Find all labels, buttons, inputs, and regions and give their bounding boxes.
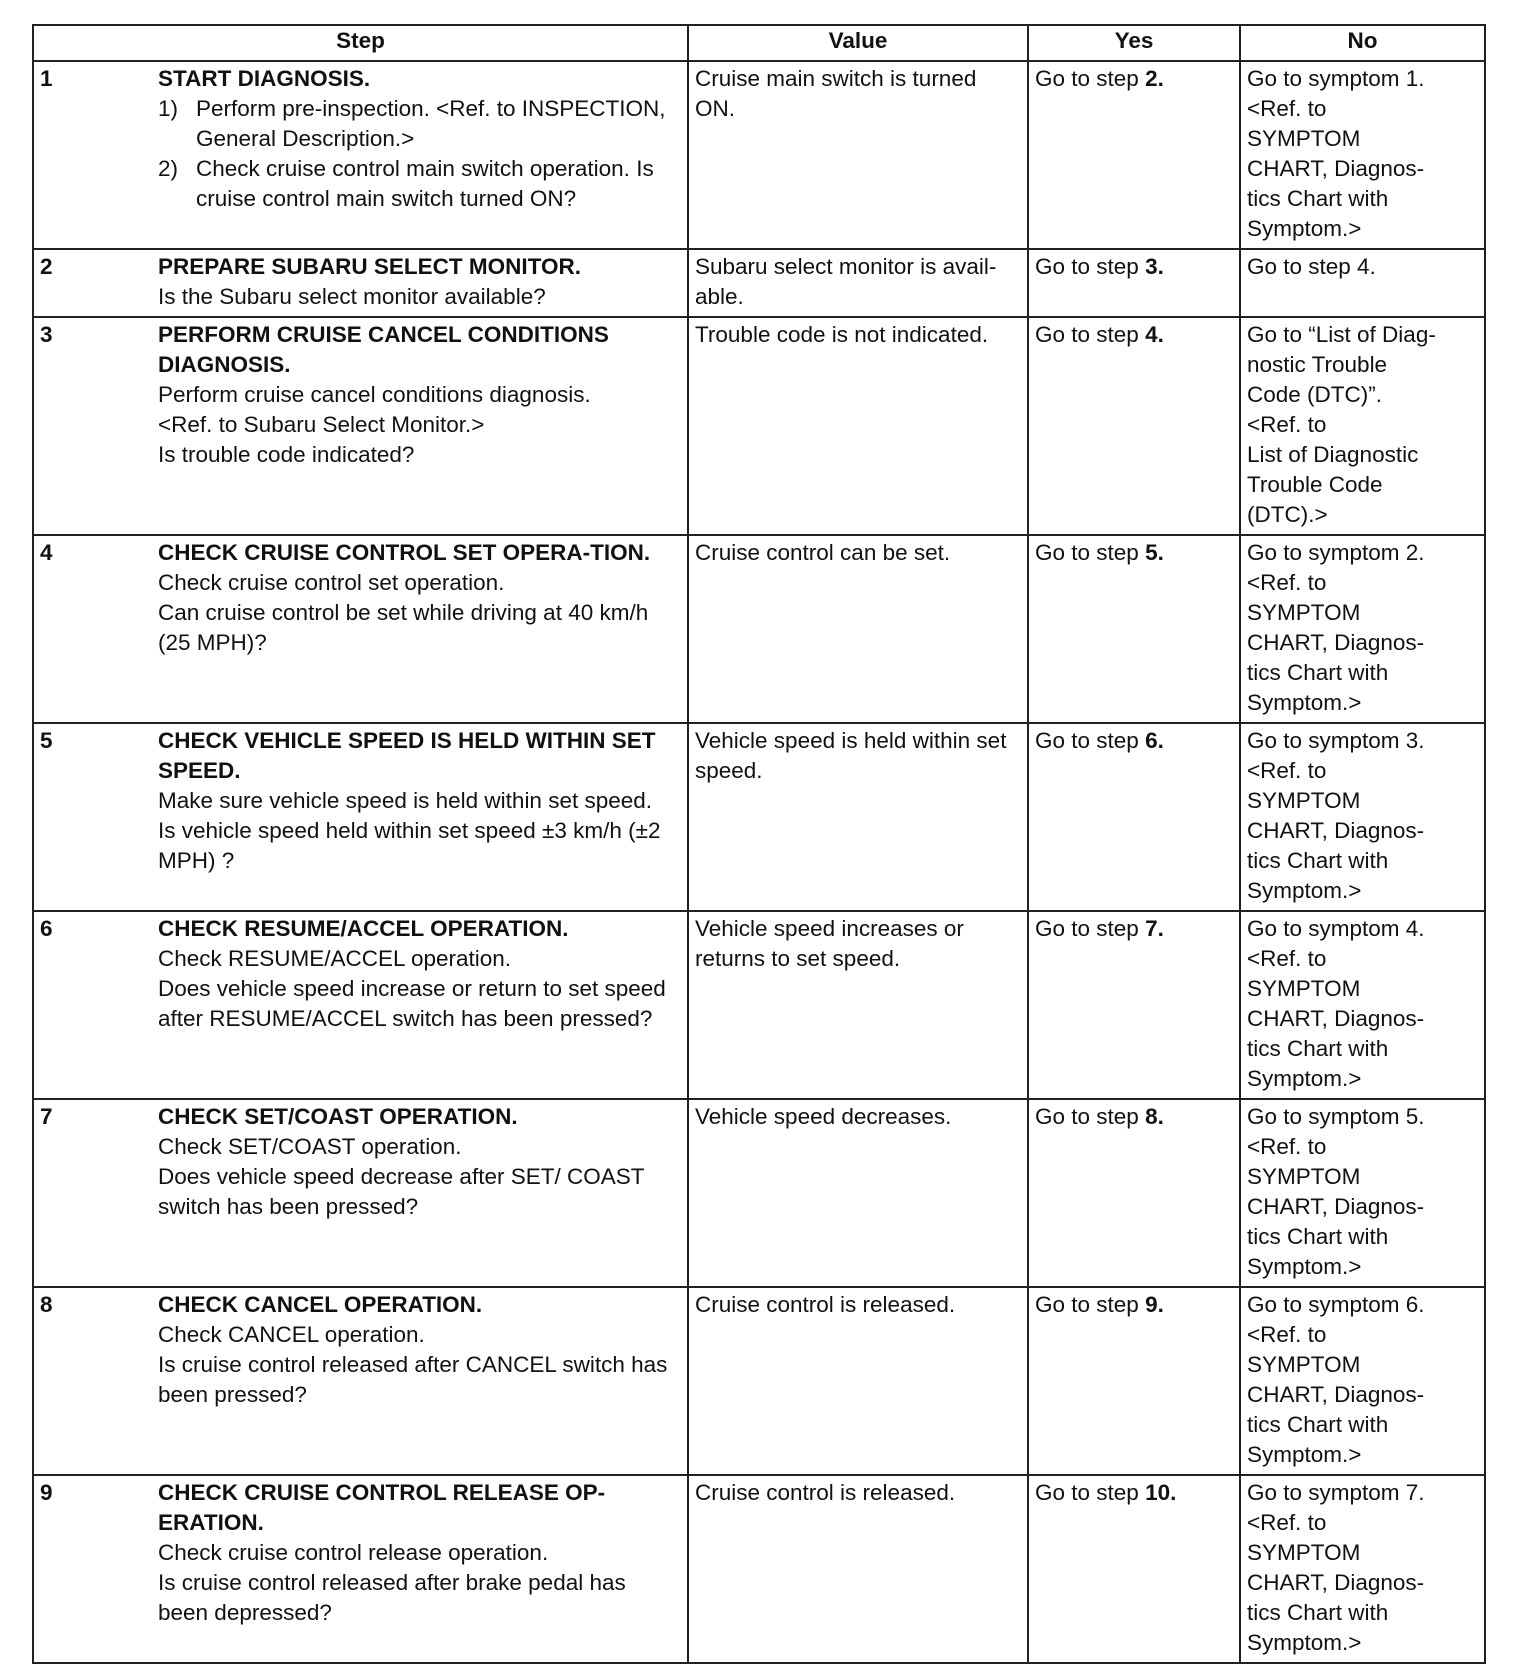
no-line: (DTC).> bbox=[1247, 502, 1328, 527]
no-line: Symptom.> bbox=[1247, 1630, 1362, 1655]
no-line: SYMPTOM bbox=[1247, 1164, 1361, 1189]
step-number: 9 bbox=[40, 1480, 53, 1505]
table-row bbox=[33, 1287, 1485, 1475]
sub-item-text: Check cruise control main switch operation. Is cruise control main switch turned ON? bbox=[196, 156, 654, 211]
step-cell bbox=[33, 1099, 688, 1287]
no-line: Trouble Code bbox=[1247, 472, 1383, 497]
yes-cell bbox=[1028, 1475, 1240, 1663]
no-line: Go to step 4. bbox=[1247, 254, 1376, 279]
yes-step-number: 2. bbox=[1145, 66, 1164, 91]
step-cell bbox=[33, 61, 688, 249]
no-line: CHART, Diagnos- bbox=[1247, 630, 1425, 655]
step-line: Check RESUME/ACCEL operation. bbox=[158, 946, 512, 971]
no-line: CHART, Diagnos- bbox=[1247, 1382, 1425, 1407]
step-body bbox=[158, 1102, 681, 1222]
diagnostic-table bbox=[32, 24, 1486, 1664]
no-cell bbox=[1240, 723, 1485, 911]
no-cell bbox=[1240, 1099, 1485, 1287]
yes-step-number: 9. bbox=[1145, 1292, 1164, 1317]
no-line: Go to “List of Diag- bbox=[1247, 322, 1436, 347]
no-line: Symptom.> bbox=[1247, 1066, 1362, 1091]
step-line: <Ref. to Subaru Select Monitor.> bbox=[158, 412, 485, 437]
step-cell bbox=[33, 1287, 688, 1475]
yes-prefix: Go to step bbox=[1035, 916, 1146, 941]
no-cell bbox=[1240, 1475, 1485, 1663]
no-line: <Ref. to bbox=[1247, 946, 1327, 971]
no-line: Code (DTC)”. bbox=[1247, 382, 1383, 407]
yes-step-number: 10. bbox=[1145, 1480, 1177, 1505]
step-line: Perform cruise cancel conditions diagnosis. bbox=[158, 382, 591, 407]
step-body bbox=[158, 1290, 681, 1410]
value-cell: Vehicle speed decreases. bbox=[688, 1099, 1028, 1287]
step-line: Make sure vehicle speed is held within set speed. bbox=[158, 788, 653, 813]
step-line: Is the Subaru select monitor available? bbox=[158, 284, 546, 309]
step-line: Is cruise control released after CANCEL switch has been pressed? bbox=[158, 1352, 668, 1407]
step-number: 6 bbox=[40, 916, 53, 941]
table-row bbox=[33, 249, 1485, 317]
yes-prefix: Go to step bbox=[1035, 1104, 1146, 1129]
table-body bbox=[33, 61, 1485, 1663]
no-line: SYMPTOM bbox=[1247, 1540, 1361, 1565]
no-cell bbox=[1240, 535, 1485, 723]
no-cell bbox=[1240, 317, 1485, 535]
header-yes: Yes bbox=[1028, 25, 1240, 61]
table-row bbox=[33, 61, 1485, 249]
step-line: Check cruise control release operation. bbox=[158, 1540, 549, 1565]
yes-prefix: Go to step bbox=[1035, 66, 1146, 91]
yes-cell bbox=[1028, 61, 1240, 249]
no-line: tics Chart with bbox=[1247, 660, 1389, 685]
no-line: <Ref. to bbox=[1247, 96, 1327, 121]
yes-prefix: Go to step bbox=[1035, 254, 1146, 279]
yes-prefix: Go to step bbox=[1035, 728, 1146, 753]
step-line: Is vehicle speed held within set speed ±3 km/h (±2 MPH) ? bbox=[158, 818, 661, 873]
step-body bbox=[158, 252, 681, 312]
no-line: Go to symptom 3. bbox=[1247, 728, 1425, 753]
step-title: CHECK CRUISE CONTROL RELEASE OP-ERATION. bbox=[158, 1480, 606, 1535]
header-value: Value bbox=[688, 25, 1028, 61]
yes-prefix: Go to step bbox=[1035, 540, 1146, 565]
table-row bbox=[33, 911, 1485, 1099]
yes-prefix: Go to step bbox=[1035, 322, 1146, 347]
step-cell bbox=[33, 723, 688, 911]
step-sub-item bbox=[158, 94, 681, 154]
table-row bbox=[33, 1099, 1485, 1287]
step-line: Check CANCEL operation. bbox=[158, 1322, 425, 1347]
yes-step-number: 3. bbox=[1145, 254, 1164, 279]
step-title: START DIAGNOSIS. bbox=[158, 66, 371, 91]
step-body bbox=[158, 64, 681, 214]
step-number: 3 bbox=[40, 322, 53, 347]
step-title: CHECK CRUISE CONTROL SET OPERA-TION. bbox=[158, 540, 651, 565]
yes-cell bbox=[1028, 317, 1240, 535]
no-line: Go to symptom 7. bbox=[1247, 1480, 1425, 1505]
step-number: 2 bbox=[40, 254, 53, 279]
no-line: CHART, Diagnos- bbox=[1247, 818, 1425, 843]
step-body bbox=[158, 538, 681, 658]
no-cell bbox=[1240, 61, 1485, 249]
no-line: tics Chart with bbox=[1247, 186, 1389, 211]
no-line: <Ref. to bbox=[1247, 412, 1327, 437]
value-cell: Subaru select monitor is avail-able. bbox=[688, 249, 1028, 317]
step-number: 5 bbox=[40, 728, 53, 753]
yes-cell bbox=[1028, 723, 1240, 911]
header-no: No bbox=[1240, 25, 1485, 61]
sub-item-number: 1) bbox=[158, 96, 179, 121]
no-line: Go to symptom 5. bbox=[1247, 1104, 1425, 1129]
no-line: SYMPTOM bbox=[1247, 1352, 1361, 1377]
step-title: CHECK RESUME/ACCEL OPERATION. bbox=[158, 916, 569, 941]
yes-step-number: 5. bbox=[1145, 540, 1164, 565]
step-sub-item bbox=[158, 154, 681, 214]
yes-prefix: Go to step bbox=[1035, 1292, 1146, 1317]
value-cell: Cruise control can be set. bbox=[688, 535, 1028, 723]
no-line: SYMPTOM bbox=[1247, 788, 1361, 813]
step-line: Is cruise control released after brake pedal has been depressed? bbox=[158, 1570, 626, 1625]
step-cell bbox=[33, 1475, 688, 1663]
step-body bbox=[158, 914, 681, 1034]
no-line: nostic Trouble bbox=[1247, 352, 1388, 377]
step-number: 7 bbox=[40, 1104, 53, 1129]
step-line: Does vehicle speed increase or return to set speed after RESUME/ACCEL switch has been pressed? bbox=[158, 976, 666, 1031]
no-line: SYMPTOM bbox=[1247, 126, 1361, 151]
no-line: Symptom.> bbox=[1247, 1442, 1362, 1467]
step-line: Does vehicle speed decrease after SET/ COAST switch has been pressed? bbox=[158, 1164, 645, 1219]
value-cell: Cruise control is released. bbox=[688, 1287, 1028, 1475]
step-title: PREPARE SUBARU SELECT MONITOR. bbox=[158, 254, 581, 279]
step-title: CHECK SET/COAST OPERATION. bbox=[158, 1104, 518, 1129]
step-number: 1 bbox=[40, 66, 53, 91]
no-line: <Ref. to bbox=[1247, 1322, 1327, 1347]
step-cell bbox=[33, 535, 688, 723]
table-row bbox=[33, 723, 1485, 911]
yes-step-number: 7. bbox=[1145, 916, 1164, 941]
no-line: <Ref. to bbox=[1247, 1510, 1327, 1535]
sub-item-number: 2) bbox=[158, 156, 179, 181]
yes-cell bbox=[1028, 911, 1240, 1099]
step-cell bbox=[33, 911, 688, 1099]
no-line: List of Diagnostic bbox=[1247, 442, 1419, 467]
yes-step-number: 8. bbox=[1145, 1104, 1164, 1129]
step-line: Check SET/COAST operation. bbox=[158, 1134, 462, 1159]
header-step: Step bbox=[33, 25, 688, 61]
table-row bbox=[33, 317, 1485, 535]
no-line: <Ref. to bbox=[1247, 570, 1327, 595]
yes-cell bbox=[1028, 1099, 1240, 1287]
yes-step-number: 4. bbox=[1145, 322, 1164, 347]
step-line: Check cruise control set operation. bbox=[158, 570, 505, 595]
no-line: tics Chart with bbox=[1247, 1600, 1389, 1625]
value-cell: Trouble code is not indicated. bbox=[688, 317, 1028, 535]
yes-cell bbox=[1028, 535, 1240, 723]
yes-step-number: 6. bbox=[1145, 728, 1164, 753]
value-cell: Vehicle speed is held within set speed. bbox=[688, 723, 1028, 911]
no-line: CHART, Diagnos- bbox=[1247, 1194, 1425, 1219]
step-line: Can cruise control be set while driving at 40 km/h (25 MPH)? bbox=[158, 600, 649, 655]
step-cell bbox=[33, 317, 688, 535]
no-line: <Ref. to bbox=[1247, 758, 1327, 783]
no-line: Symptom.> bbox=[1247, 690, 1362, 715]
yes-cell bbox=[1028, 249, 1240, 317]
no-cell bbox=[1240, 249, 1485, 317]
step-line: Is trouble code indicated? bbox=[158, 442, 415, 467]
value-cell: Cruise control is released. bbox=[688, 1475, 1028, 1663]
sub-item-text: Perform pre-inspection. <Ref. to INSPECTION, General Description.> bbox=[196, 96, 666, 151]
step-title: PERFORM CRUISE CANCEL CONDITIONS DIAGNOSIS. bbox=[158, 322, 609, 377]
no-cell bbox=[1240, 911, 1485, 1099]
no-line: Symptom.> bbox=[1247, 1254, 1362, 1279]
yes-cell bbox=[1028, 1287, 1240, 1475]
no-line: Symptom.> bbox=[1247, 878, 1362, 903]
no-line: tics Chart with bbox=[1247, 1412, 1389, 1437]
no-line: tics Chart with bbox=[1247, 1224, 1389, 1249]
table-row bbox=[33, 1475, 1485, 1663]
no-line: CHART, Diagnos- bbox=[1247, 1570, 1425, 1595]
no-line: SYMPTOM bbox=[1247, 976, 1361, 1001]
no-line: <Ref. to bbox=[1247, 1134, 1327, 1159]
no-line: Go to symptom 4. bbox=[1247, 916, 1425, 941]
step-body bbox=[158, 726, 681, 876]
no-line: CHART, Diagnos- bbox=[1247, 156, 1425, 181]
step-body bbox=[158, 320, 681, 470]
step-cell bbox=[33, 249, 688, 317]
no-line: Go to symptom 1. bbox=[1247, 66, 1425, 91]
yes-prefix: Go to step bbox=[1035, 1480, 1146, 1505]
step-title: CHECK CANCEL OPERATION. bbox=[158, 1292, 483, 1317]
step-number: 4 bbox=[40, 540, 53, 565]
step-number: 8 bbox=[40, 1292, 53, 1317]
no-line: SYMPTOM bbox=[1247, 600, 1361, 625]
no-line: Go to symptom 2. bbox=[1247, 540, 1425, 565]
no-line: Go to symptom 6. bbox=[1247, 1292, 1425, 1317]
no-line: tics Chart with bbox=[1247, 1036, 1389, 1061]
table-header-row bbox=[33, 25, 1485, 61]
no-line: tics Chart with bbox=[1247, 848, 1389, 873]
step-title: CHECK VEHICLE SPEED IS HELD WITHIN SET SPEED. bbox=[158, 728, 656, 783]
table-row bbox=[33, 535, 1485, 723]
value-cell: Vehicle speed increases or returns to set speed. bbox=[688, 911, 1028, 1099]
no-line: Symptom.> bbox=[1247, 216, 1362, 241]
value-cell: Cruise main switch is turned ON. bbox=[688, 61, 1028, 249]
step-body bbox=[158, 1478, 681, 1628]
no-line: CHART, Diagnos- bbox=[1247, 1006, 1425, 1031]
no-cell bbox=[1240, 1287, 1485, 1475]
